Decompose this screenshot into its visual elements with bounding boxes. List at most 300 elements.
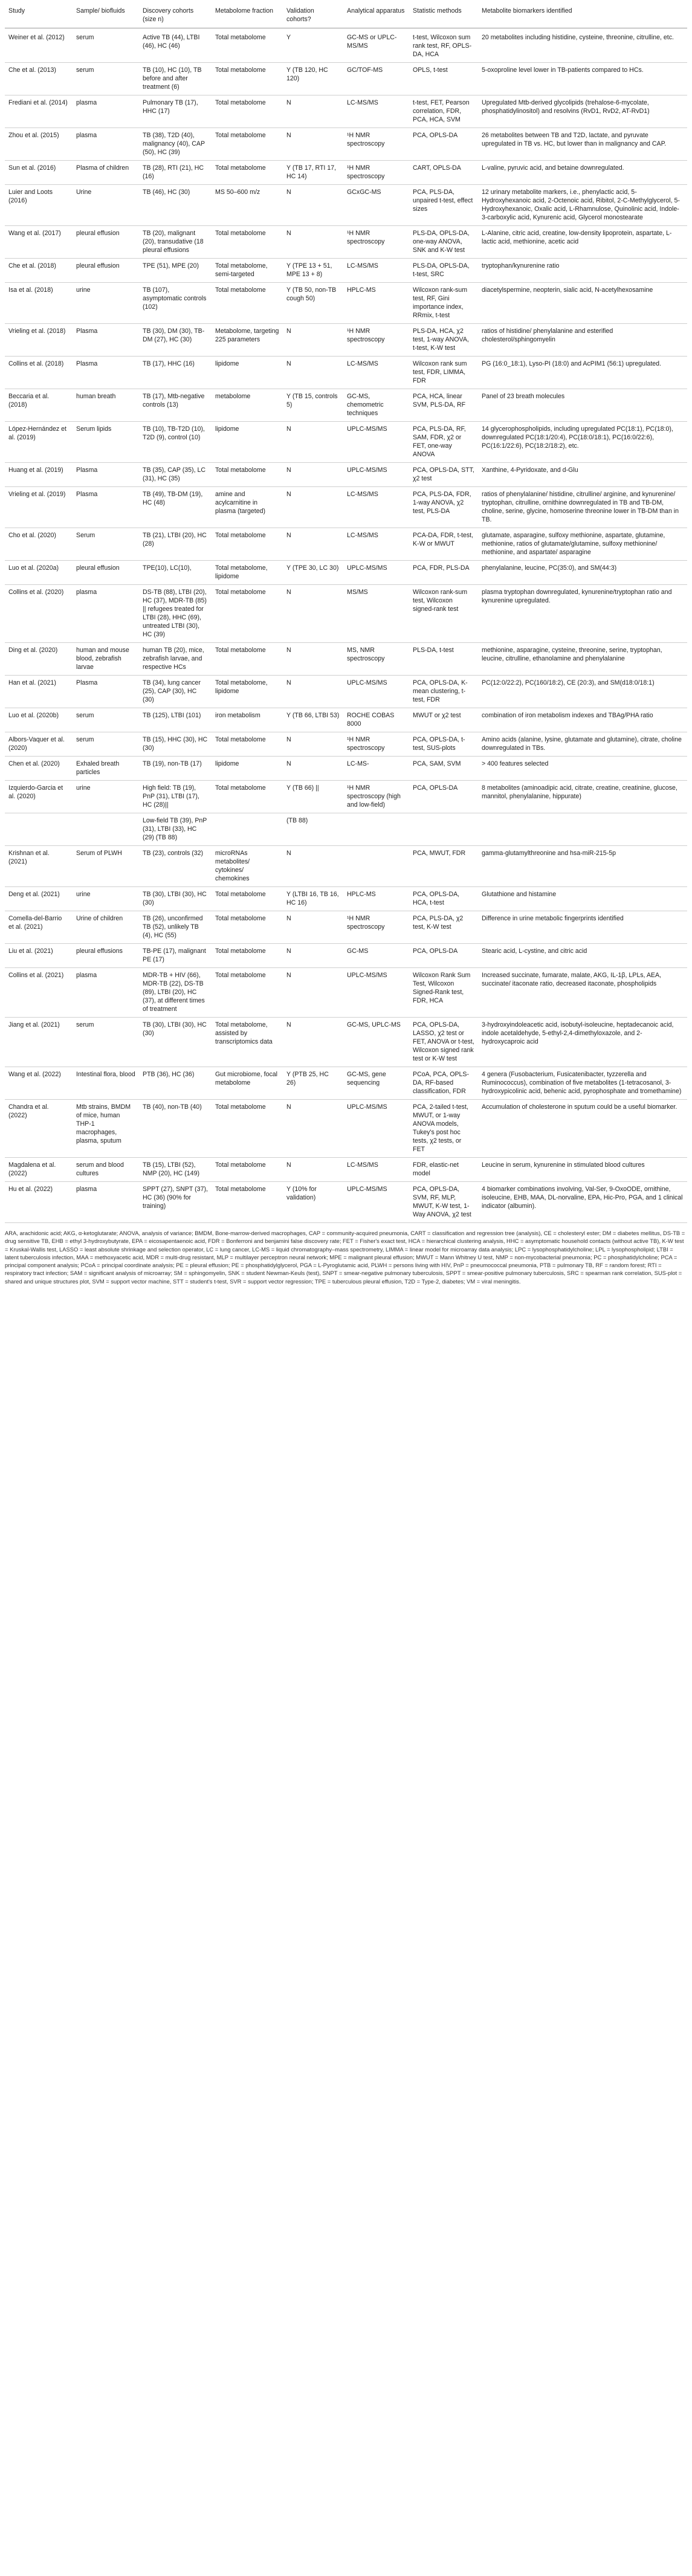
- cell-analytical-apparatus: HPLC-MS: [343, 887, 409, 911]
- table-row: [5, 259, 687, 283]
- table-row: [5, 887, 687, 911]
- cell-statistic-methods: PLS-DA, OPLS-DA, t-test, SRC: [409, 259, 478, 283]
- cell-study: Luo et al. (2020a): [5, 561, 73, 585]
- cell-statistic-methods: Wilcoxon Rank Sum Test, Wilcoxon Signed-Rank test, FDR, HCA: [409, 968, 478, 1018]
- cell-analytical-apparatus: UPLC-MS/MS: [343, 422, 409, 463]
- cell-sample: plasma: [73, 585, 139, 643]
- cell-metabolite-biomarkers: methionine, asparagine, cysteine, threonine, serine, tryptophan, leucine, citrulline, ethanolamine and phenylalanine: [478, 643, 687, 676]
- cell-sample: pleural effusion: [73, 561, 139, 585]
- cell-statistic-methods: PCA, PLS-DA, RF, SAM, FDR, χ2 or FET, one-way ANOVA: [409, 422, 478, 463]
- cell-analytical-apparatus: UPLC-MS/MS: [343, 561, 409, 585]
- cell-study: Huang et al. (2019): [5, 463, 73, 487]
- cell-metabolite-biomarkers: Accumulation of cholesterone in sputum could be a useful biomarker.: [478, 1100, 687, 1158]
- cell-metabolome-fraction: Total metabolome: [212, 781, 283, 813]
- cell-analytical-apparatus: LC-MS/MS: [343, 95, 409, 128]
- cell-metabolome-fraction: lipidome: [212, 422, 283, 463]
- cell-study: Vrieling et al. (2018): [5, 324, 73, 357]
- cell-metabolite-biomarkers: glutamate, asparagine, sulfoxy methionine, aspartate, glutamine, methionine, ratios of glutamate/glutamine, sulfoxy methionine/ methionine, and aspartate/ asparagine: [478, 528, 687, 561]
- cell-metabolite-biomarkers: PG (16:0_18:1), Lyso-PI (18:0) and AcPIM1 (56:1) upregulated.: [478, 357, 687, 389]
- cell-validation-cohorts: N: [283, 324, 343, 357]
- cell-analytical-apparatus: UPLC-MS/MS: [343, 968, 409, 1018]
- cell-statistic-methods: PCA, PLS-DA, χ2 test, K-W test: [409, 911, 478, 944]
- cell-statistic-methods: PCA-DA, FDR, t-test, K-W or MWUT: [409, 528, 478, 561]
- cell-statistic-methods: PCA, OPLS-DA, LASSO, χ2 test or FET, ANOVA or t-test, Wilcoxon signed rank test or K-W test: [409, 1018, 478, 1067]
- cell-statistic-methods: MWUT or χ2 test: [409, 708, 478, 732]
- cell-analytical-apparatus: GC-MS, gene sequencing: [343, 1067, 409, 1100]
- cell-metabolome-fraction: Total metabolome: [212, 226, 283, 259]
- cell-study: Wang et al. (2022): [5, 1067, 73, 1100]
- cell-metabolite-biomarkers: 4 genera (Fusobacterium, Fusicatenibacter, tyzzerella and Ruminococcus), combination of five metabolites (1-tetracosanol, 3-hydroxypicolinic acid, behenic acid, pyrophosphate and tromethamine): [478, 1067, 687, 1100]
- cell-validation-cohorts: (TB 88): [283, 813, 343, 846]
- cell-metabolome-fraction: Total metabolome: [212, 161, 283, 185]
- cell-study: Che et al. (2013): [5, 63, 73, 95]
- table-footnote: ARA, arachidonic acid; AKG, α-ketoglutarate; ANOVA, analysis of variance; BMDM, Bone-marrow-derived macrophages, CAP = community-acquired pneumonia, CART = classification and regression tree (analysis), CE = cholesteryl ester; DM = diabetes mellitus, DS-TB = drug sensitive TB, EHB = ethyl 3-hydroxybutyrate, EPA = eicosapentaenoic acid, FDR = Bonferroni and benjamini false discovery rate; FET = Fisher's exact test, HCA = hierarchical clustering analysis, HHC = asymptomatic household contacts (without active TB), K-W test = Kruskal-Wallis test, LASSO = least absolute shrinkage and selection operator, LC = lung cancer, LC-MS = liquid chromatography–mass spectrometry, LIMMA = linear model for microarray data analysis; LPC = lysophosphatidylcholine; LPL = lysophospholipid; LTBI = latent tuberculosis infection, MAA = methoxyacetic acid, MDR = multi-drug resistant, MLP = multilayer perceptron neural network; MPE = malignant pleural effusion; MWUT = Mann Whitney U test, NMP = non-mycobacterial pneumonia; PC = phosphatidylcholine; PCA = principal component analysis; PCoA = principal coordinate analysis; PE = pleural effusion; PE = phosphatidylglycerol, PGA = L-Pyroglutamic acid, PLWH = persons living with HIV, PnP = pneumococcal pneumonia, PTB = pulmonary TB, RF = random forest; RTI = respiratory tract infection; SAM = significant analysis of microarray; SM = sphingomyelin, SNK = student Newman-Keuls (test), SNPT = smear-negative pulmonary tuberculosis, SPPT = smear-positive pulmonary tuberculosis, SRC = spearman rank correlation, SUS-plot = shared and unique structures plot, SVM = support vector machine, STT = student's t-test, SVR = support vector regression; TPE = tuberculous pleural effusion, T2D = Type-2, diabetes; VM = viral meningitis.: [5, 1230, 685, 1285]
- cell-validation-cohorts: N: [283, 95, 343, 128]
- table-row: [5, 1067, 687, 1100]
- cell-metabolite-biomarkers: 3-hydroxyindoleacetic acid, isobutyl-isoleucine, heptadecanoic acid, indole acetaldehyde, 5-ethyl-2,4-dimethyloxazole, and 2-hydroxycaproic acid: [478, 1018, 687, 1067]
- cell-sample: serum: [73, 732, 139, 757]
- cell-statistic-methods: CART, OPLS-DA: [409, 161, 478, 185]
- table-row: [5, 283, 687, 324]
- cell-metabolite-biomarkers: Glutathione and histamine: [478, 887, 687, 911]
- cell-metabolome-fraction: Total metabolome: [212, 283, 283, 324]
- cell-sample: Exhaled breath particles: [73, 757, 139, 781]
- cell-discovery-cohorts: human TB (20), mice, zebrafish larvae, and respective HCs: [139, 643, 212, 676]
- table-row: [5, 185, 687, 226]
- cell-study: Sun et al. (2016): [5, 161, 73, 185]
- cell-discovery-cohorts: TPE(10), LC(10),: [139, 561, 212, 585]
- cell-metabolome-fraction: Total metabolome, semi-targeted: [212, 259, 283, 283]
- cell-sample: Plasma: [73, 463, 139, 487]
- table-row: [5, 781, 687, 813]
- header-metabolome-fraction: Metabolome fraction: [212, 4, 283, 28]
- cell-metabolome-fraction: Metabolome, targeting 225 parameters: [212, 324, 283, 357]
- cell-metabolome-fraction: Total metabolome: [212, 128, 283, 161]
- cell-metabolome-fraction: iron metabolism: [212, 708, 283, 732]
- cell-sample: Plasma: [73, 324, 139, 357]
- cell-analytical-apparatus: LC-MS/MS: [343, 487, 409, 528]
- cell-validation-cohorts: N: [283, 422, 343, 463]
- cell-sample: urine: [73, 887, 139, 911]
- cell-metabolite-biomarkers: 20 metabolites including histidine, cysteine, threonine, citrulline, etc.: [478, 28, 687, 63]
- cell-validation-cohorts: N: [283, 911, 343, 944]
- cell-validation-cohorts: N: [283, 528, 343, 561]
- table-row: [5, 643, 687, 676]
- cell-validation-cohorts: Y (TB 66, LTBI 53): [283, 708, 343, 732]
- cell-statistic-methods: PCA, PLS-DA, FDR, 1-way ANOVA, χ2 test, PLS-DA: [409, 487, 478, 528]
- cell-analytical-apparatus: ¹H NMR spectroscopy: [343, 128, 409, 161]
- cell-validation-cohorts: N: [283, 732, 343, 757]
- cell-sample: [73, 813, 139, 846]
- cell-metabolite-biomarkers: Panel of 23 breath molecules: [478, 389, 687, 422]
- table-row: [5, 708, 687, 732]
- cell-sample: human breath: [73, 389, 139, 422]
- cell-discovery-cohorts: TB (46), HC (30): [139, 185, 212, 226]
- cell-analytical-apparatus: [343, 813, 409, 846]
- cell-study: Isa et al. (2018): [5, 283, 73, 324]
- cell-discovery-cohorts: TB (10), HC (10), TB before and after treatment (6): [139, 63, 212, 95]
- cell-validation-cohorts: N: [283, 1100, 343, 1158]
- cell-statistic-methods: FDR, elastic-net model: [409, 1158, 478, 1182]
- cell-statistic-methods: OPLS, t-test: [409, 63, 478, 95]
- cell-statistic-methods: PCA, FDR, PLS-DA: [409, 561, 478, 585]
- cell-study: Comella-del-Barrio et al. (2021): [5, 911, 73, 944]
- cell-validation-cohorts: N: [283, 1018, 343, 1067]
- cell-analytical-apparatus: UPLC-MS/MS: [343, 1100, 409, 1158]
- table-row: [5, 357, 687, 389]
- cell-statistic-methods: PCA, MWUT, FDR: [409, 846, 478, 887]
- header-validation-cohorts: Validation cohorts?: [283, 4, 343, 28]
- cell-discovery-cohorts: TB (34), lung cancer (25), CAP (30), HC (30): [139, 676, 212, 708]
- cell-validation-cohorts: N: [283, 968, 343, 1018]
- cell-statistic-methods: PLS-DA, HCA, χ2 test, 1-way ANOVA, t-test, K-W test: [409, 324, 478, 357]
- cell-statistic-methods: PCA, OPLS-DA: [409, 944, 478, 968]
- table-row: [5, 732, 687, 757]
- cell-analytical-apparatus: HPLC-MS: [343, 283, 409, 324]
- cell-validation-cohorts: Y (TPE 13 + 51, MPE 13 + 8): [283, 259, 343, 283]
- cell-metabolome-fraction: Total metabolome: [212, 944, 283, 968]
- cell-statistic-methods: [409, 813, 478, 846]
- cell-analytical-apparatus: LC-MS/MS: [343, 357, 409, 389]
- cell-study: Albors-Vaquer et al. (2020): [5, 732, 73, 757]
- cell-analytical-apparatus: LC-MS-: [343, 757, 409, 781]
- cell-metabolome-fraction: Total metabolome: [212, 1100, 283, 1158]
- cell-analytical-apparatus: LC-MS/MS: [343, 1158, 409, 1182]
- cell-metabolite-biomarkers: L-valine, pyruvic acid, and betaine downregulated.: [478, 161, 687, 185]
- table-row: [5, 128, 687, 161]
- cell-validation-cohorts: N: [283, 676, 343, 708]
- cell-study: Frediani et al. (2014): [5, 95, 73, 128]
- cell-sample: Plasma: [73, 357, 139, 389]
- cell-metabolite-biomarkers: Upregulated Mtb-derived glycolipids (trehalose-6-mycolate, phosphatidylinositol) and resolvins (RvD1, RvD2, AT-RvD1): [478, 95, 687, 128]
- cell-statistic-methods: t-test, FET, Pearson correlation, FDR, PCA, HCA, SVM: [409, 95, 478, 128]
- cell-discovery-cohorts: TB (17), HHC (16): [139, 357, 212, 389]
- header-study: Study: [5, 4, 73, 28]
- cell-metabolome-fraction: [212, 813, 283, 846]
- cell-study: Chandra et al. (2022): [5, 1100, 73, 1158]
- cell-analytical-apparatus: GC-MS, chemometric techniques: [343, 389, 409, 422]
- cell-sample: plasma: [73, 1182, 139, 1223]
- cell-study: Deng et al. (2021): [5, 887, 73, 911]
- cell-metabolite-biomarkers: Difference in urine metabolic fingerprints identified: [478, 911, 687, 944]
- cell-validation-cohorts: Y (TB 120, HC 120): [283, 63, 343, 95]
- cell-study: Magdalena et al. (2022): [5, 1158, 73, 1182]
- cell-metabolome-fraction: Total metabolome: [212, 28, 283, 63]
- cell-sample: urine: [73, 283, 139, 324]
- cell-discovery-cohorts: TPE (51), MPE (20): [139, 259, 212, 283]
- cell-study: Jiang et al. (2021): [5, 1018, 73, 1067]
- cell-sample: plasma: [73, 968, 139, 1018]
- cell-statistic-methods: Wilcoxon rank-sum test, Wilcoxon signed-rank test: [409, 585, 478, 643]
- cell-metabolome-fraction: Total metabolome: [212, 911, 283, 944]
- metabolomics-studies-table: [5, 4, 687, 1223]
- cell-analytical-apparatus: UPLC-MS/MS: [343, 1182, 409, 1223]
- header-statistic-methods: Statistic methods: [409, 4, 478, 28]
- cell-discovery-cohorts: TB (26), unconfirmed TB (52), unlikely TB (4), HC (55): [139, 911, 212, 944]
- cell-analytical-apparatus: ROCHE COBAS 8000: [343, 708, 409, 732]
- cell-discovery-cohorts: TB (23), controls (32): [139, 846, 212, 887]
- cell-validation-cohorts: Y: [283, 28, 343, 63]
- cell-study: Izquierdo-Garcia et al. (2020): [5, 781, 73, 813]
- cell-sample: plasma: [73, 95, 139, 128]
- cell-statistic-methods: PCA, OPLS-DA: [409, 781, 478, 813]
- cell-discovery-cohorts: Active TB (44), LTBI (46), HC (46): [139, 28, 212, 63]
- cell-analytical-apparatus: ¹H NMR spectroscopy: [343, 226, 409, 259]
- cell-study: Zhou et al. (2015): [5, 128, 73, 161]
- table-row: [5, 28, 687, 63]
- cell-study: Beccaria et al. (2018): [5, 389, 73, 422]
- table-row: [5, 585, 687, 643]
- table-row: [5, 528, 687, 561]
- table-row: [5, 463, 687, 487]
- cell-discovery-cohorts: TB (20), malignant (20), transudative (18 pleural effusions: [139, 226, 212, 259]
- cell-metabolite-biomarkers: tryptophan/kynurenine ratio: [478, 259, 687, 283]
- cell-metabolite-biomarkers: gamma-glutamylthreonine and hsa-miR-215-5p: [478, 846, 687, 887]
- cell-analytical-apparatus: ¹H NMR spectroscopy: [343, 161, 409, 185]
- cell-sample: Serum of PLWH: [73, 846, 139, 887]
- cell-metabolite-biomarkers: combination of iron metabolism indexes and TBAg/PHA ratio: [478, 708, 687, 732]
- cell-study: Collins et al. (2020): [5, 585, 73, 643]
- cell-statistic-methods: Wilcoxon rank sum test, FDR, LIMMA, FDR: [409, 357, 478, 389]
- cell-study: Hu et al. (2022): [5, 1182, 73, 1223]
- cell-metabolite-biomarkers: [478, 813, 687, 846]
- cell-validation-cohorts: N: [283, 185, 343, 226]
- cell-sample: serum and blood cultures: [73, 1158, 139, 1182]
- table-row: [5, 422, 687, 463]
- cell-metabolome-fraction: lipidome: [212, 757, 283, 781]
- cell-sample: serum: [73, 63, 139, 95]
- cell-discovery-cohorts: DS-TB (88), LTBI (20), HC (37), MDR-TB (85) || refugees treated for LTBI (28), HHC (69), untreated LTBI (30), HC (39): [139, 585, 212, 643]
- cell-discovery-cohorts: TB (49), TB-DM (19), HC (48): [139, 487, 212, 528]
- header-discovery-cohorts: Discovery cohorts (size n): [139, 4, 212, 28]
- cell-validation-cohorts: Y (TB 66) ||: [283, 781, 343, 813]
- cell-statistic-methods: PCA, OPLS-DA, STT, χ2 test: [409, 463, 478, 487]
- cell-metabolite-biomarkers: L-Alanine, citric acid, creatine, low-density lipoprotein, aspartate, L-lactic acid, methionine, acetic acid: [478, 226, 687, 259]
- cell-validation-cohorts: Y (PTB 25, HC 26): [283, 1067, 343, 1100]
- cell-discovery-cohorts: PTB (36), HC (36): [139, 1067, 212, 1100]
- table-body: [5, 28, 687, 1223]
- cell-discovery-cohorts: TB (19), non-TB (17): [139, 757, 212, 781]
- cell-discovery-cohorts: TB (125), LTBI (101): [139, 708, 212, 732]
- cell-statistic-methods: PCA, SAM, SVM: [409, 757, 478, 781]
- cell-statistic-methods: PCoA, PCA, OPLS-DA, RF-based classification, FDR: [409, 1067, 478, 1100]
- cell-sample: Plasma: [73, 676, 139, 708]
- cell-metabolome-fraction: Total metabolome, assisted by transcriptomics data: [212, 1018, 283, 1067]
- cell-analytical-apparatus: GCxGC-MS: [343, 185, 409, 226]
- cell-study: López-Hernández et al. (2019): [5, 422, 73, 463]
- cell-discovery-cohorts: TB (30), LTBI (30), HC (30): [139, 887, 212, 911]
- cell-sample: serum: [73, 708, 139, 732]
- table-row: [5, 63, 687, 95]
- header-analytical-apparatus: Analytical apparatus: [343, 4, 409, 28]
- cell-metabolome-fraction: Total metabolome, lipidome: [212, 561, 283, 585]
- cell-sample: pleural effusion: [73, 226, 139, 259]
- cell-metabolite-biomarkers: PC(12:0/22:2), PC(160/18:2), CE (20:3), and SM(d18:0/18:1): [478, 676, 687, 708]
- cell-sample: serum: [73, 28, 139, 63]
- table-row: [5, 324, 687, 357]
- cell-validation-cohorts: N: [283, 643, 343, 676]
- table-header-row: [5, 4, 687, 28]
- table-row: [5, 1018, 687, 1067]
- cell-analytical-apparatus: ¹H NMR spectroscopy (high and low-field): [343, 781, 409, 813]
- cell-discovery-cohorts: SPPT (27), SNPT (37), HC (36) (90% for training): [139, 1182, 212, 1223]
- table-row: [5, 813, 687, 846]
- cell-metabolome-fraction: Total metabolome: [212, 463, 283, 487]
- cell-validation-cohorts: N: [283, 585, 343, 643]
- cell-study: Cho et al. (2020): [5, 528, 73, 561]
- header-metabolite-biomarkers: Metabolite biomarkers identified: [478, 4, 687, 28]
- table-row: [5, 944, 687, 968]
- cell-sample: Intestinal flora, blood: [73, 1067, 139, 1100]
- cell-analytical-apparatus: ¹H NMR spectroscopy: [343, 324, 409, 357]
- cell-sample: serum: [73, 1018, 139, 1067]
- cell-discovery-cohorts: TB (107), asymptomatic controls (102): [139, 283, 212, 324]
- cell-discovery-cohorts: MDR-TB + HIV (66), MDR-TB (22), DS-TB (89), LTBI (20), HC (37), at different times of treatment: [139, 968, 212, 1018]
- cell-sample: urine: [73, 781, 139, 813]
- cell-analytical-apparatus: GC/TOF-MS: [343, 63, 409, 95]
- cell-analytical-apparatus: MS, NMR spectroscopy: [343, 643, 409, 676]
- cell-validation-cohorts: Y (TPE 30, LC 30): [283, 561, 343, 585]
- cell-metabolome-fraction: Total metabolome: [212, 1182, 283, 1223]
- cell-analytical-apparatus: LC-MS/MS: [343, 528, 409, 561]
- cell-analytical-apparatus: GC-MS, UPLC-MS: [343, 1018, 409, 1067]
- cell-statistic-methods: PCA, HCA, linear SVM, PLS-DA, RF: [409, 389, 478, 422]
- cell-statistic-methods: PCA, OPLS-DA, SVM, RF, MLP, MWUT, K-W test, 1-Way ANOVA, χ2 test: [409, 1182, 478, 1223]
- cell-analytical-apparatus: UPLC-MS/MS: [343, 676, 409, 708]
- table-row: [5, 968, 687, 1018]
- cell-statistic-methods: PLS-DA, t-test: [409, 643, 478, 676]
- cell-validation-cohorts: Y (LTBI 16, TB 16, HC 16): [283, 887, 343, 911]
- cell-validation-cohorts: N: [283, 226, 343, 259]
- cell-metabolome-fraction: lipidome: [212, 357, 283, 389]
- cell-validation-cohorts: N: [283, 128, 343, 161]
- cell-study: Weiner et al. (2012): [5, 28, 73, 63]
- cell-statistic-methods: PCA, OPLS-DA, t-test, SUS-plots: [409, 732, 478, 757]
- table-row: [5, 226, 687, 259]
- cell-metabolome-fraction: Total metabolome: [212, 732, 283, 757]
- cell-metabolite-biomarkers: Stearic acid, L-cystine, and citric acid: [478, 944, 687, 968]
- cell-validation-cohorts: N: [283, 757, 343, 781]
- cell-metabolome-fraction: Total metabolome: [212, 643, 283, 676]
- cell-analytical-apparatus: GC-MS: [343, 944, 409, 968]
- cell-study: Collins et al. (2018): [5, 357, 73, 389]
- table-row: [5, 561, 687, 585]
- header-sample: Sample/ biofluids: [73, 4, 139, 28]
- cell-statistic-methods: PCA, OPLS-DA, K-mean clustering, t-test, FDR: [409, 676, 478, 708]
- cell-study: Han et al. (2021): [5, 676, 73, 708]
- cell-discovery-cohorts: TB (15), LTBI (52), NMP (20), HC (149): [139, 1158, 212, 1182]
- cell-sample: pleural effusion: [73, 259, 139, 283]
- cell-sample: pleural effusions: [73, 944, 139, 968]
- cell-study: Collins et al. (2021): [5, 968, 73, 1018]
- cell-metabolome-fraction: Total metabolome: [212, 528, 283, 561]
- cell-discovery-cohorts: TB (28), RTI (21), HC (16): [139, 161, 212, 185]
- table-row: [5, 95, 687, 128]
- table-row: [5, 487, 687, 528]
- cell-sample: Plasma: [73, 487, 139, 528]
- cell-metabolite-biomarkers: diacetylspermine, neopterin, sialic acid, N-acetylhexosamine: [478, 283, 687, 324]
- table-row: [5, 757, 687, 781]
- table-row: [5, 676, 687, 708]
- cell-sample: Urine of children: [73, 911, 139, 944]
- table-row: [5, 389, 687, 422]
- cell-validation-cohorts: Y (TB 17, RTI 17, HC 14): [283, 161, 343, 185]
- cell-metabolite-biomarkers: 4 biomarker combinations involving, Val-Ser, 9-OxoODE, ornithine, isoleucine, EHB, MAA, DL-norvaline, EPA, Hic-Pro, PGA, and 1 clinical indicator (albumin).: [478, 1182, 687, 1223]
- table-row: [5, 161, 687, 185]
- cell-study: Ding et al. (2020): [5, 643, 73, 676]
- cell-metabolome-fraction: Total metabolome: [212, 887, 283, 911]
- cell-sample: Plasma of children: [73, 161, 139, 185]
- page: [0, 0, 692, 1285]
- cell-study: Chen et al. (2020): [5, 757, 73, 781]
- cell-discovery-cohorts: TB (38), T2D (40), malignancy (40), CAP (50), HC (39): [139, 128, 212, 161]
- cell-metabolite-biomarkers: ratios of phenylalanine/ histidine, citrulline/ arginine, and kynurenine/ tryptophan, citrulline, ornithine downregulated in TB and TB-DM, choline, serine, glycine, homoserine threonine lower in TB-DM than in TB.: [478, 487, 687, 528]
- cell-metabolite-biomarkers: 12 urinary metabolite markers, i.e., phenylactic acid, 5-Hydroxyhexanoic acid, 2-Octenoic acid, Ribitol, 2-C-Methylglycerol, 5-Hydroxyhexanoic, Oxalic acid, L-Rhamnulose, Quinolinic acid, Indole-3-carboxylic acid, Kynurenic acid, Glycerol monostearate: [478, 185, 687, 226]
- cell-validation-cohorts: N: [283, 463, 343, 487]
- cell-study: Wang et al. (2017): [5, 226, 73, 259]
- cell-discovery-cohorts: TB (40), non-TB (40): [139, 1100, 212, 1158]
- cell-sample: Serum lipids: [73, 422, 139, 463]
- cell-validation-cohorts: Y (TB 15, controls 5): [283, 389, 343, 422]
- cell-statistic-methods: PCA, 2-tailed t-test, MWUT, or 1-way ANOVA models, Tukey's post hoc tests, χ2 tests, or FET: [409, 1100, 478, 1158]
- cell-metabolite-biomarkers: Xanthine, 4-Pyridoxate, and d-Glu: [478, 463, 687, 487]
- table-row: [5, 1100, 687, 1158]
- cell-analytical-apparatus: UPLC-MS/MS: [343, 463, 409, 487]
- cell-metabolite-biomarkers: 5-oxoproline level lower in TB-patients compared to HCs.: [478, 63, 687, 95]
- cell-discovery-cohorts: TB (30), LTBI (30), HC (30): [139, 1018, 212, 1067]
- cell-validation-cohorts: N: [283, 846, 343, 887]
- cell-metabolome-fraction: MS 50–600 m/z: [212, 185, 283, 226]
- cell-metabolite-biomarkers: > 400 features selected: [478, 757, 687, 781]
- cell-metabolite-biomarkers: 14 glycerophospholipids, including upregulated PC(18:1), PC(18:0), downregulated PC(18:1/20:4), PC(18:0/18:1), PC(16:0/22:6), PC(16:1/22:6), PC(18:2/18:2), etc.: [478, 422, 687, 463]
- cell-study: Krishnan et al. (2021): [5, 846, 73, 887]
- cell-discovery-cohorts: Pulmonary TB (17), HHC (17): [139, 95, 212, 128]
- table-row: [5, 911, 687, 944]
- cell-study: [5, 813, 73, 846]
- cell-metabolome-fraction: Total metabolome: [212, 968, 283, 1018]
- table-row: [5, 1158, 687, 1182]
- cell-metabolite-biomarkers: Leucine in serum, kynurenine in stimulated blood cultures: [478, 1158, 687, 1182]
- cell-discovery-cohorts: Low-field TB (39), PnP (31), LTBI (33), HC (29) (TB 88): [139, 813, 212, 846]
- cell-statistic-methods: PCA, OPLS-DA: [409, 128, 478, 161]
- cell-validation-cohorts: Y (TB 50, non-TB cough 50): [283, 283, 343, 324]
- cell-metabolite-biomarkers: Increased succinate, fumarate, malate, AKG, IL-1β, LPLs, AEA, succinate/ itaconate ratio, decreased itaconate, phospholipids: [478, 968, 687, 1018]
- cell-metabolite-biomarkers: 26 metabolites between TB and T2D, lactate, and pyruvate upregulated in TB vs. HC, but lower than in malignancy and CAP.: [478, 128, 687, 161]
- cell-statistic-methods: PCA, PLS-DA, unpaired t-test, effect sizes: [409, 185, 478, 226]
- cell-metabolome-fraction: Total metabolome: [212, 95, 283, 128]
- cell-metabolome-fraction: Total metabolome: [212, 63, 283, 95]
- cell-discovery-cohorts: TB (35), CAP (35), LC (31), HC (35): [139, 463, 212, 487]
- cell-sample: plasma: [73, 128, 139, 161]
- cell-sample: Urine: [73, 185, 139, 226]
- cell-validation-cohorts: Y (10% for validation): [283, 1182, 343, 1223]
- cell-metabolite-biomarkers: phenylalanine, leucine, PC(35:0), and SM(44:3): [478, 561, 687, 585]
- cell-discovery-cohorts: TB (17), Mtb-negative controls (13): [139, 389, 212, 422]
- cell-statistic-methods: Wilcoxon rank-sum test, RF, Gini importance index, RRmix, t-test: [409, 283, 478, 324]
- cell-analytical-apparatus: GC-MS or UPLC-MS/MS: [343, 28, 409, 63]
- cell-study: Vrieling et al. (2019): [5, 487, 73, 528]
- cell-discovery-cohorts: TB (10), TB-T2D (10), T2D (9), control (10): [139, 422, 212, 463]
- cell-statistic-methods: PLS-DA, OPLS-DA, one-way ANOVA, SNK and K-W test: [409, 226, 478, 259]
- cell-validation-cohorts: N: [283, 487, 343, 528]
- cell-validation-cohorts: N: [283, 944, 343, 968]
- cell-metabolome-fraction: Gut microbiome, focal metabolome: [212, 1067, 283, 1100]
- cell-metabolome-fraction: Total metabolome: [212, 1158, 283, 1182]
- cell-analytical-apparatus: ¹H NMR spectroscopy: [343, 732, 409, 757]
- cell-metabolome-fraction: microRNAs metabolites/ cytokines/ chemokines: [212, 846, 283, 887]
- cell-metabolite-biomarkers: ratios of histidine/ phenylalanine and esterified cholesterol/sphingomyelin: [478, 324, 687, 357]
- cell-discovery-cohorts: TB (15), HHC (30), HC (30): [139, 732, 212, 757]
